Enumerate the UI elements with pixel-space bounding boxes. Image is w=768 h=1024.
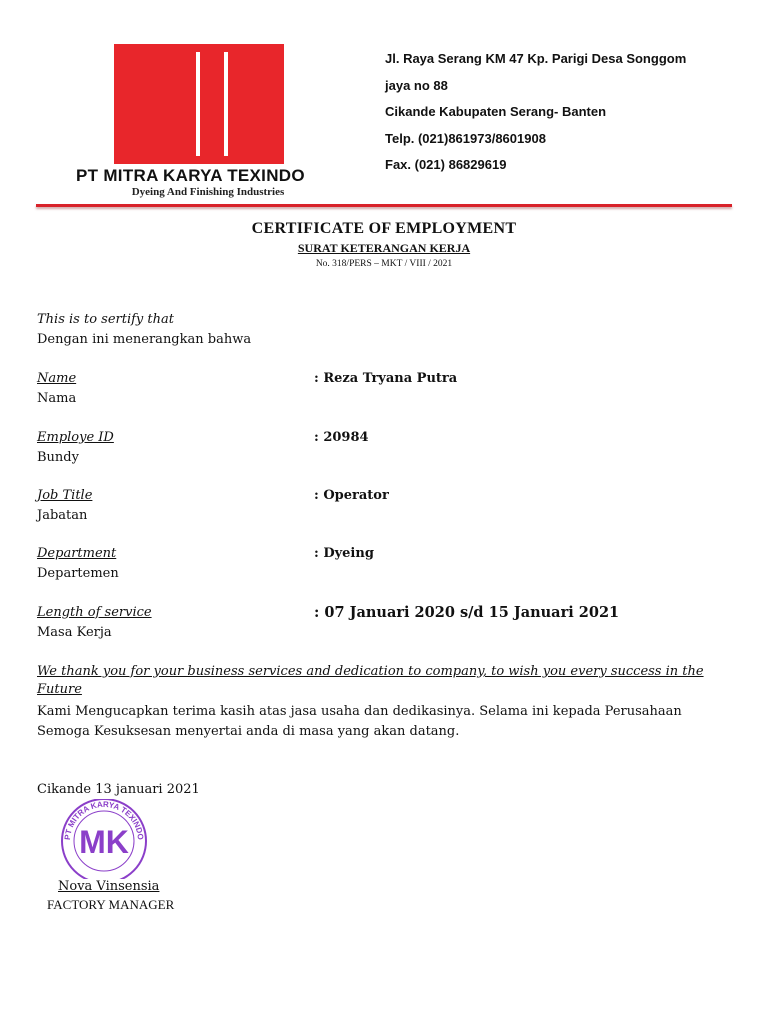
intro-english: This is to sertify that: [37, 312, 174, 327]
intro-indonesian: Dengan ini menerangkan bahwa: [37, 332, 252, 347]
signer-name: Nova Vinsensia: [58, 879, 160, 894]
employee-id-label-id: Bundy: [37, 450, 79, 465]
header-divider: [36, 204, 732, 207]
mk-letters-graphic: [114, 44, 284, 164]
department-value: : Dyeing: [314, 546, 374, 561]
stamp-letters: MK: [79, 824, 129, 860]
certificate-title: CERTIFICATE OF EMPLOYMENT: [251, 220, 517, 237]
length-of-service-label-en: Length of service: [37, 605, 152, 620]
company-tagline: Dyeing And Finishing Industries: [131, 186, 285, 198]
name-value: : Reza Tryana Putra: [314, 371, 458, 386]
thanks-english: We thank you for your business services and dedication to company, to wish you every success in the Future: [37, 664, 704, 697]
job-title-label-en: Job Title: [37, 488, 93, 503]
job-title-label-id: Jabatan: [37, 508, 88, 523]
name-label-en: Name: [37, 371, 77, 386]
employee-id-value: : 20984: [314, 430, 369, 445]
company-logo: [64, 44, 332, 200]
stamp-text: PT MITRA KARYA TEXINDO: [62, 799, 146, 841]
company-stamp: [58, 799, 150, 879]
length-of-service-label-id: Masa Kerja: [37, 625, 112, 640]
place-date: Cikande 13 januari 2021: [37, 782, 200, 797]
employee-id-label-en: Employe ID: [37, 430, 114, 445]
address-line: Cikande Kabupaten Serang- Banten: [385, 104, 607, 119]
department-label-id: Departemen: [37, 566, 119, 581]
address-line: jaya no 88: [385, 77, 448, 93]
company-name: PT MITRA KARYA TEXINDO: [76, 166, 305, 185]
department-label-en: Department: [37, 546, 117, 561]
length-of-service-value: : 07 Januari 2020 s/d 15 Januari 2021: [314, 604, 620, 621]
phone-line: Telp. (021)861973/8601908: [385, 130, 546, 146]
stamp-seal-icon: [58, 799, 150, 879]
company-address: [385, 50, 686, 183]
certificate-heading: [0, 220, 768, 269]
fax-line: Fax. (021) 86829619: [385, 157, 507, 172]
certificate-number: No. 318/PERS – MKT / VIII / 2021: [315, 259, 453, 269]
thanks-indonesian: Kami Mengucapkan terima kasih atas jasa usaha dan dedikasinya. Selama ini kepada Perusahaan Semoga Kesuksesan menyertai anda di masa yang akan datang.: [37, 704, 682, 739]
mk-logo-mark: [114, 44, 284, 164]
signer-title: FACTORY MANAGER: [47, 897, 175, 912]
certificate-subtitle: SURAT KETERANGAN KERJA: [297, 241, 471, 255]
closing-paragraph: [37, 663, 737, 742]
job-title-value: : Operator: [314, 488, 389, 503]
name-label-id: Nama: [37, 391, 77, 406]
address-line: Jl. Raya Serang KM 47 Kp. Parigi Desa Songgom: [385, 51, 687, 66]
